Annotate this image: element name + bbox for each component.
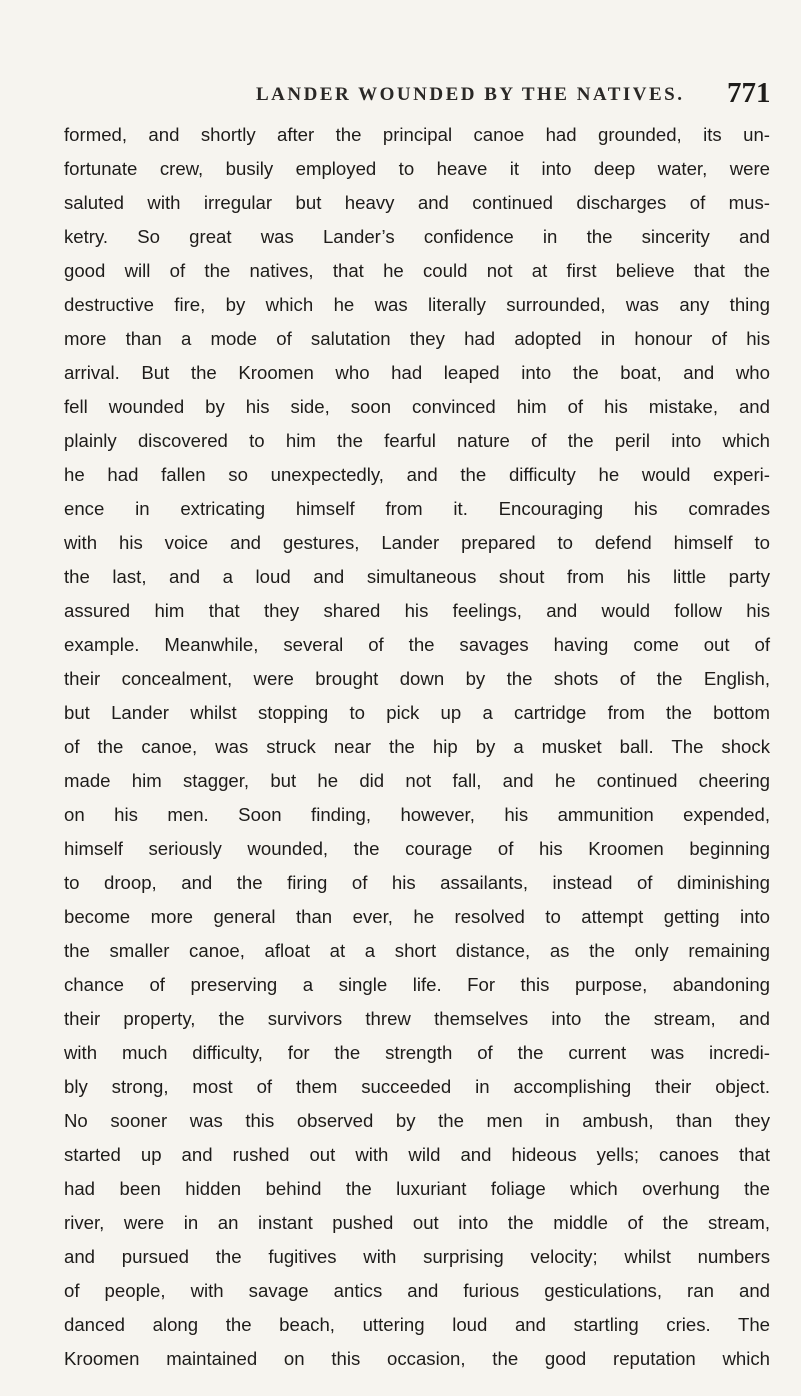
text-line: he had fallen so unexpectedly, and the difficulty he would experi- <box>64 464 770 485</box>
text-line: fortunate crew, busily employed to heave it into deep water, were <box>64 158 770 179</box>
text-line: of people, with savage antics and furious gesticulations, ran and <box>64 1280 770 1301</box>
text-line: arrival. But the Kroomen who had leaped into the boat, and who <box>64 362 770 383</box>
text-line: and pursued the fugitives with surprising velocity; whilst numbers <box>64 1246 770 1267</box>
text-line: himself seriously wounded, the courage of his Kroomen beginning <box>64 838 770 859</box>
text-line: assured him that they shared his feelings, and would follow his <box>64 600 770 621</box>
text-line: their concealment, were brought down by the shots of the English, <box>64 668 770 689</box>
page-number: 771 <box>727 77 771 109</box>
text-line: river, were in an instant pushed out into the middle of the stream, <box>64 1212 770 1233</box>
text-line: chance of preserving a single life. For this purpose, abandoning <box>64 974 770 995</box>
text-line: with much difficulty, for the strength of the current was incredi- <box>64 1042 770 1063</box>
text-line: of the canoe, was struck near the hip by a musket ball. The shock <box>64 736 770 757</box>
text-line: started up and rushed out with wild and hideous yells; canoes that <box>64 1144 770 1165</box>
text-line: their property, the survivors threw themselves into the stream, and <box>64 1008 770 1029</box>
text-line: plainly discovered to him the fearful nature of the peril into which <box>64 430 770 451</box>
text-line: saluted with irregular but heavy and continued discharges of mus- <box>64 192 770 213</box>
text-line: destructive fire, by which he was literally surrounded, was any thing <box>64 294 770 315</box>
text-line: ence in extricating himself from it. Encouraging his comrades <box>64 498 770 519</box>
body-text <box>64 118 770 1376</box>
text-line: formed, and shortly after the principal canoe had grounded, its un- <box>64 124 770 145</box>
text-line: but Lander whilst stopping to pick up a cartridge from the bottom <box>64 702 770 723</box>
text-line: ketry. So great was Lander’s confidence in the sincerity and <box>64 226 770 247</box>
text-line: on his men. Soon finding, however, his ammunition expended, <box>64 804 770 825</box>
text-line: Kroomen maintained on this occasion, the good reputation which <box>64 1348 770 1369</box>
text-line: danced along the beach, uttering loud and startling cries. The <box>64 1314 770 1335</box>
text-line: become more general than ever, he resolved to attempt getting into <box>64 906 770 927</box>
text-line: example. Meanwhile, several of the savages having come out of <box>64 634 770 655</box>
text-line: to droop, and the firing of his assailants, instead of diminishing <box>64 872 770 893</box>
text-line: fell wounded by his side, soon convinced him of his mistake, and <box>64 396 770 417</box>
text-line: bly strong, most of them succeeded in accomplishing their object. <box>64 1076 770 1097</box>
text-line: with his voice and gestures, Lander prepared to defend himself to <box>64 532 770 553</box>
text-line: made him stagger, but he did not fall, and he continued cheering <box>64 770 770 791</box>
running-head: LANDER WOUNDED BY THE NATIVES. <box>256 84 685 105</box>
text-line: the last, and a loud and simultaneous shout from his little party <box>64 566 770 587</box>
text-line: No sooner was this observed by the men in ambush, than they <box>64 1110 770 1131</box>
text-line: had been hidden behind the luxuriant foliage which overhung the <box>64 1178 770 1199</box>
text-line: more than a mode of salutation they had adopted in honour of his <box>64 328 770 349</box>
text-line: good will of the natives, that he could not at first believe that the <box>64 260 770 281</box>
text-line: the smaller canoe, afloat at a short distance, as the only remaining <box>64 940 770 961</box>
